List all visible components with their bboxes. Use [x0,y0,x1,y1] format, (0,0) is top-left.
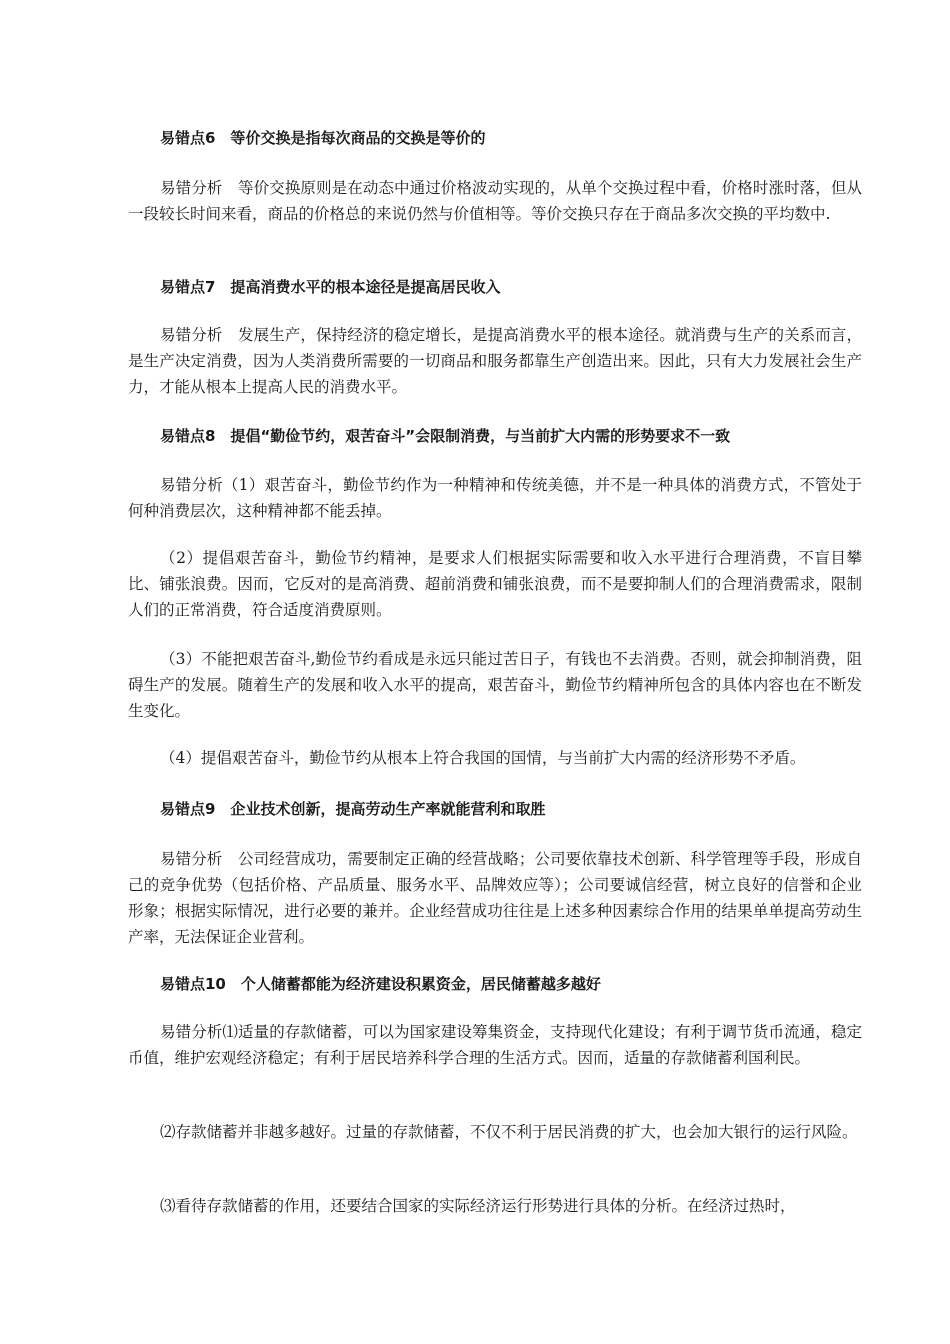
analysis-point-8-4: （4）提倡艰苦奋斗，勤俭节约从根本上符合我国的国情，与当前扩大内需的经济形势不矛盾。 [160,749,806,767]
heading-point-9: 易错点9 企业技术创新，提高劳动生产率就能营利和取胜 [160,800,546,818]
heading-point-7: 易错点7 提高消费水平的根本途径是提高居民收入 [160,278,501,296]
analysis-point-6: 易错分析 等价交换原则是在动态中通过价格波动实现的，从单个交换过程中看，价格时涨时落，但从一段较长时间来看，商品的价格总的来说仍然与价值相等。等价交换只存在于商品多次交换的平均数中. [128,179,862,223]
analysis-point-10-3: ⑶看待存款储蓄的作用，还要结合国家的实际经济运行形势进行具体的分析。在经济过热时， [160,1197,796,1215]
analysis-point-8-3: （3）不能把艰苦奋斗,勤俭节约看成是永远只能过苦日子，有钱也不去消费。否则，就会抑制消费，阻碍生产的发展。随着生产的发展和收入水平的提高，艰苦奋斗，勤俭节约精神所包含的具体内容也在不断发生变化。 [128,650,862,720]
heading-point-10: 易错点10 个人储蓄都能为经济建设积累资金，居民储蓄越多越好 [160,975,601,993]
analysis-point-10-1: 易错分析⑴适量的存款储蓄，可以为国家建设筹集资金，支持现代化建设；有利于调节货币流通，稳定币值，维护宏观经济稳定；有利于居民培养科学合理的生活方式。因而，适量的存款储蓄利国利民。 [128,1023,862,1067]
analysis-point-10-2: ⑵存款储蓄并非越多越好。过量的存款储蓄，不仅不利于居民消费的扩大，也会加大银行的运行风险。 [160,1123,858,1141]
analysis-point-7: 易错分析 发展生产，保持经济的稳定增长，是提高消费水平的根本途径。就消费与生产的关系而言，是生产决定消费，因为人类消费所需要的一切商品和服务都靠生产创造出来。因此，只有大力发展社会生产力，才能从根本上提高人民的消费水平。 [128,326,862,396]
analysis-point-8-1: 易错分析（1）艰苦奋斗，勤俭节约作为一种精神和传统美德，并不是一种具体的消费方式，不管处于何种消费层次，这种精神都不能丢掉。 [128,476,862,520]
heading-point-8: 易错点8 提倡“勤俭节约，艰苦奋斗”会限制消费，与当前扩大内需的形势要求不一致 [160,427,731,445]
heading-point-6: 易错点6 等价交换是指每次商品的交换是等价的 [160,129,486,147]
analysis-point-9: 易错分析 公司经营成功，需要制定正确的经营战略；公司要依靠技术创新、科学管理等手段，形成自己的竞争优势（包括价格、产品质量、服务水平、品牌效应等）；公司要诚信经营，树立良好的信誉和企业形象；根据实际情况，进行必要的兼并。企业经营成功往往是上述多种因素综合作用的结果单单提高劳动生产率，无法保证企业营利。 [128,850,862,946]
analysis-point-8-2: （2）提倡艰苦奋斗，勤俭节约精神，是要求人们根据实际需要和收入水平进行合理消费，不盲目攀比、铺张浪费。因而，它反对的是高消费、超前消费和铺张浪费，而不是要抑制人们的合理消费需求，限制人们的正常消费，符合适度消费原则。 [128,549,862,619]
